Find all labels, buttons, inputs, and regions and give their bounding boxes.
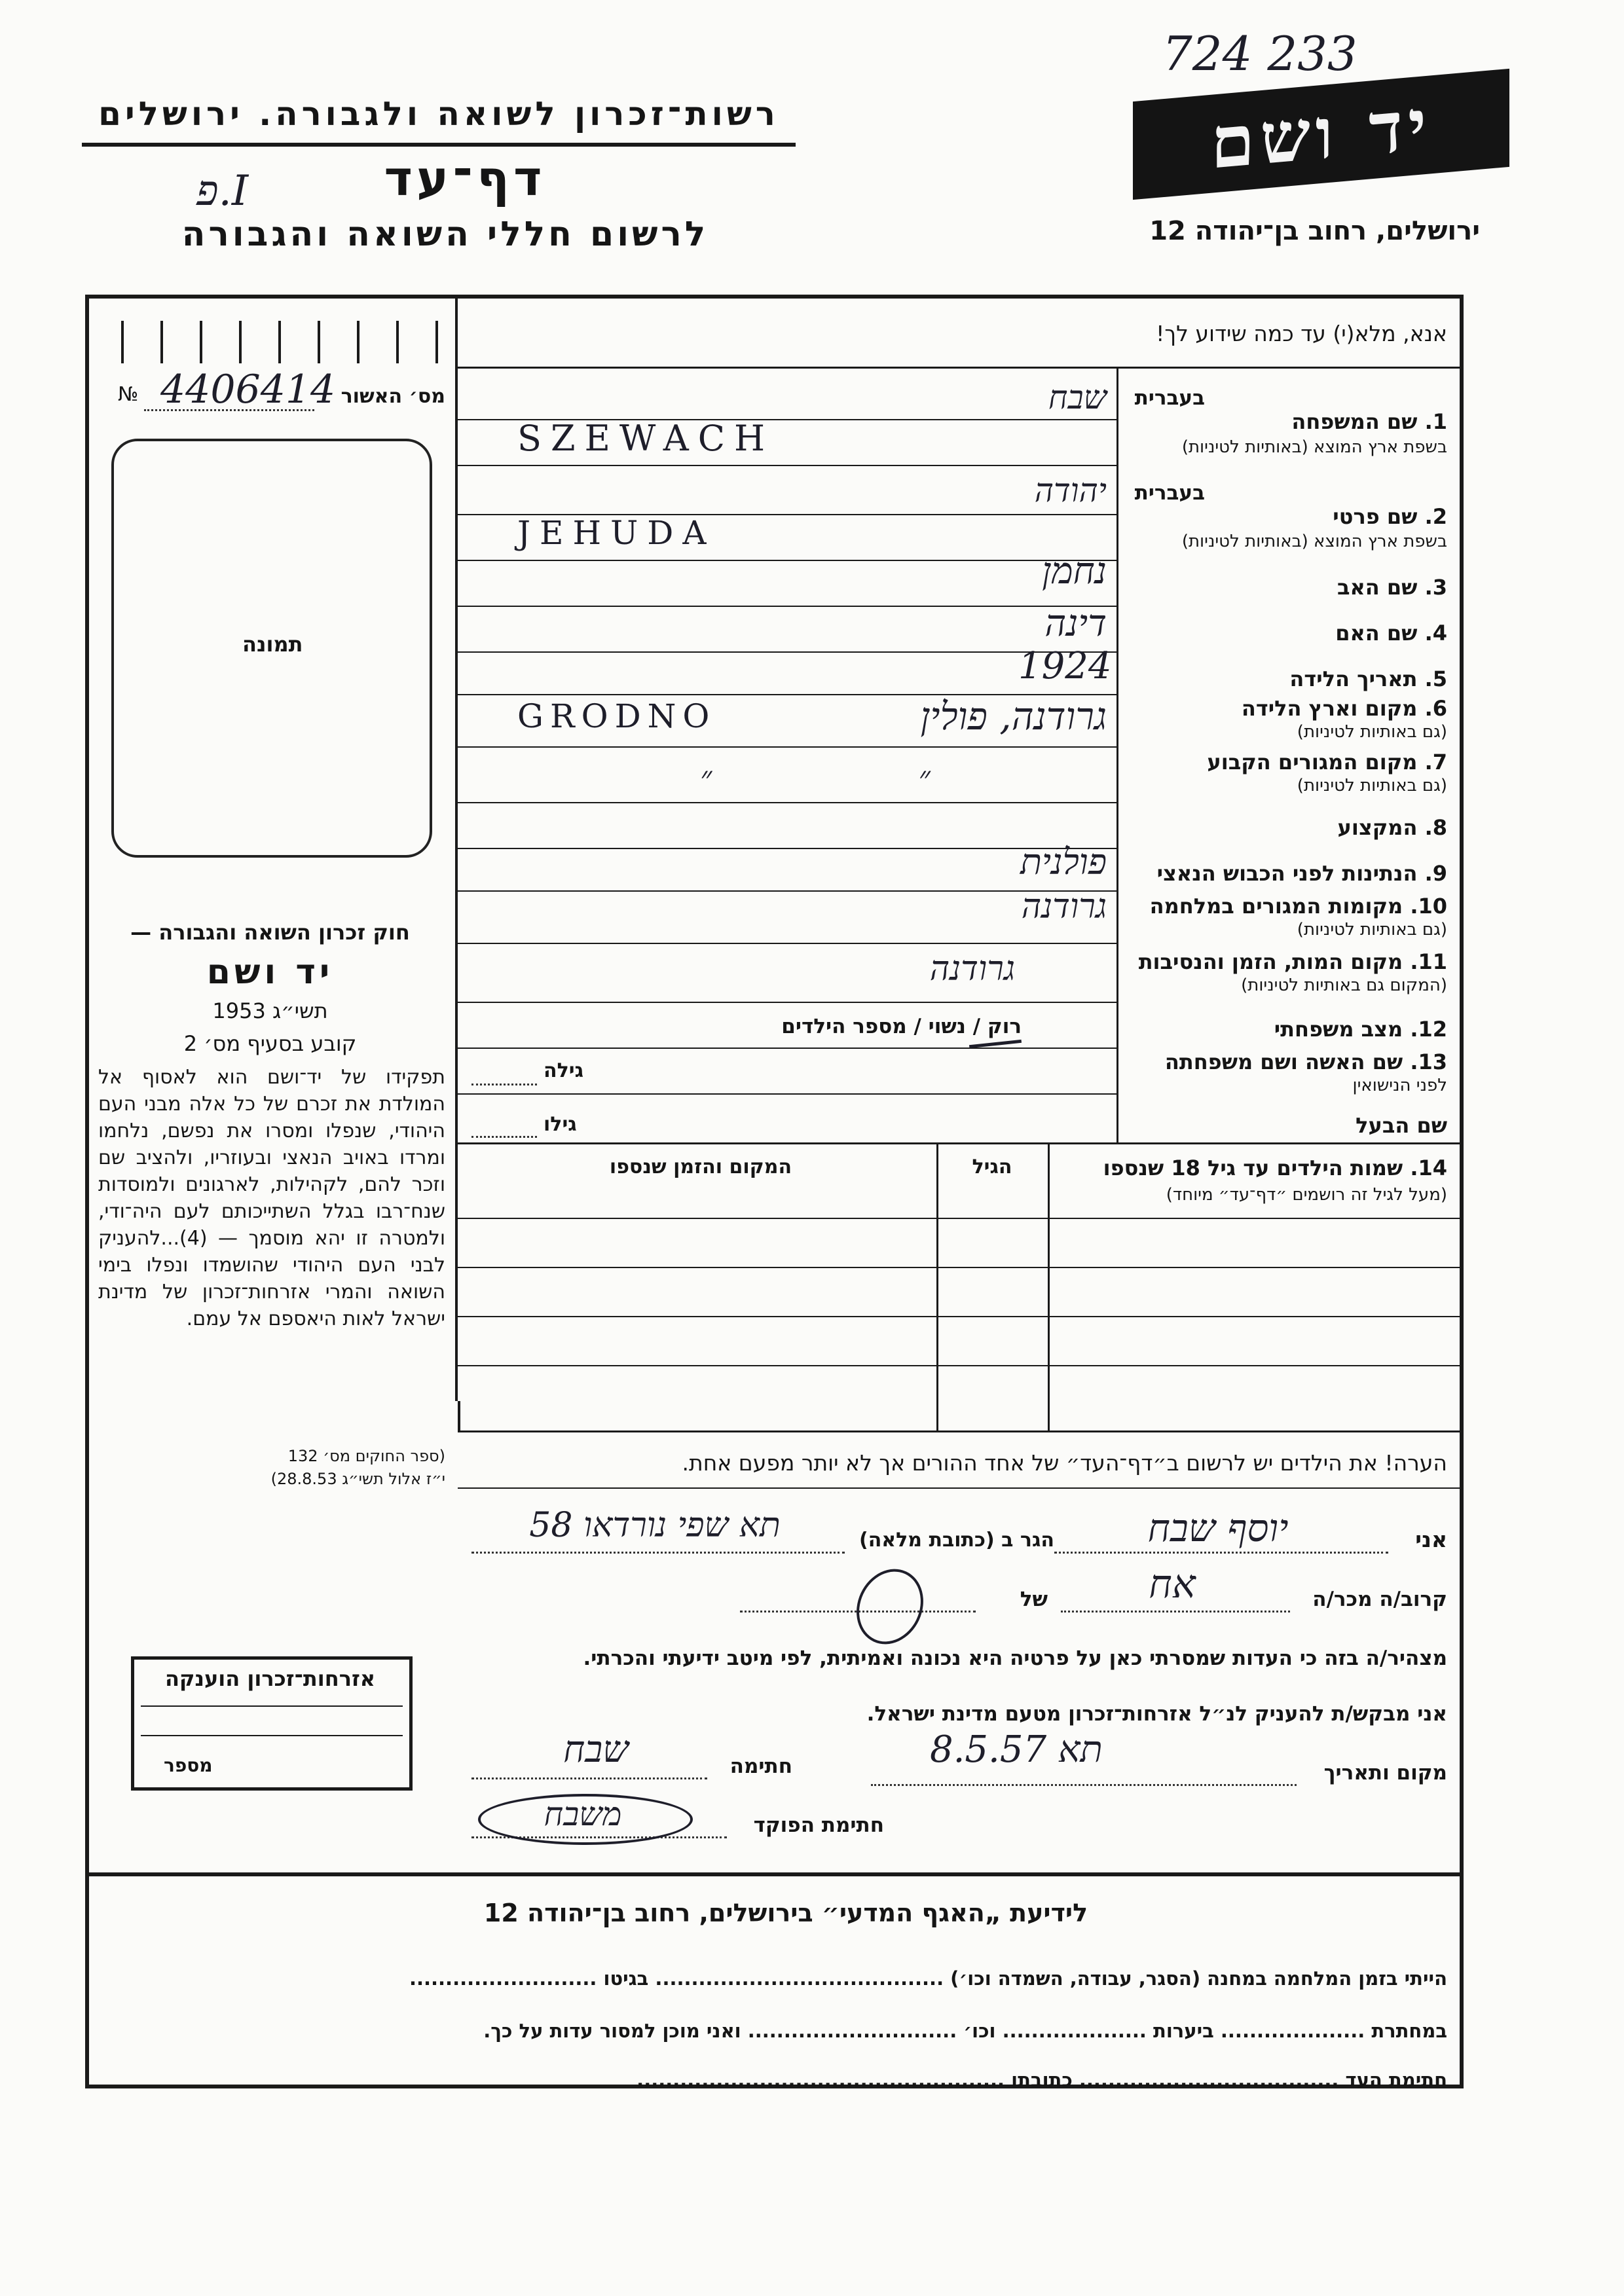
f2-sub: בשפת ארץ המוצא (באותיות לטיניות) bbox=[1181, 532, 1447, 551]
footer-separator bbox=[85, 1872, 1464, 1876]
relation: אח bbox=[1149, 1561, 1196, 1607]
address: ירושלים, רחוב בן־יהודה 12 bbox=[1149, 216, 1480, 246]
citizenship-box-number: מספר bbox=[164, 1755, 213, 1776]
law-ref-1: (ספר החוקים מס׳ 132 bbox=[287, 1447, 445, 1465]
f1-sub: בשפת ארץ המוצא (באותיות לטיניות) bbox=[1181, 437, 1447, 457]
children-bottom bbox=[458, 1401, 460, 1430]
signature: שבח bbox=[563, 1728, 629, 1771]
f1-lat-value: SZEWACH bbox=[517, 418, 775, 459]
name-line bbox=[1054, 1552, 1388, 1554]
statement: מצהיר/ה בזה כי העדות שמסרתי כאן על פרטיה היא נכונה ואמיתית, לפי מיטב ידיעתי והכרתי. bbox=[583, 1647, 1447, 1670]
i-label: אני bbox=[1415, 1527, 1447, 1552]
f12-options: רוק / נשוי / מספר הילדים bbox=[781, 1015, 1022, 1038]
f2-lat-value: JEHUDA bbox=[517, 514, 716, 552]
archive-number: 724 233 bbox=[1162, 26, 1357, 81]
f5-label: 5. תאריך הלידה bbox=[1289, 666, 1447, 691]
husband-age-line bbox=[471, 1136, 537, 1138]
photo-label: תמונה bbox=[242, 632, 303, 657]
note: הערה! את הילדים יש לרשום ב״דף־העד״ של אחד ההורים אך לא יותר מפעם אחת. bbox=[682, 1450, 1447, 1476]
law-year: תשי״ג 1953 bbox=[212, 998, 328, 1023]
hebrew-label-1: בעברית bbox=[1134, 386, 1205, 410]
children-rule bbox=[458, 1316, 1460, 1317]
f10-label: 10. מקומות המגורים במלחמה bbox=[1149, 894, 1447, 919]
law-ref-2: י״ז אלול תשי״ג 28.8.53) bbox=[270, 1470, 445, 1488]
mark bbox=[396, 321, 399, 363]
row-rule bbox=[458, 1142, 1460, 1144]
footer-line-1: הייתי בזמן המלחמה במחנה (הסגר, עבודה, השמדה וכו׳) ........................................ בגיטו .......................... bbox=[409, 1967, 1447, 1990]
f3-label: 3. שם האב bbox=[1337, 575, 1447, 600]
law-text: תפקידו של יד־ושם הוא לאסוף אל המולדת את זכרם של כל אלה מבני העם היהודי, שנפלו ומסרו את נפשם, נלחמו ומרדו באויב הנאצי ובעוזריו, ולהציב שם וזכר להם, לקהילות, לארגונים ולמוסדות שנח־רבו בגלל השתייכותם לעם היה־ודי, ולמטרה זו יהא מוסמך — (4)...להעניק לבני העם היהודי שהושמדו ונפלו בימי השואה והמרי אזרחות־זכרון של מדינת ישראל לאות היאספם אל עמם. bbox=[98, 1066, 445, 1330]
children-rule bbox=[458, 1267, 1460, 1268]
f10-sub: (גם באותיות לטיניות) bbox=[1297, 920, 1447, 939]
f8-label: 8. המקצוע bbox=[1337, 815, 1447, 840]
f11-label: 11. מקום המות, הזמן והנסיבות bbox=[1138, 949, 1447, 974]
form-subtitle: לרשום חללי השואה והגבורה bbox=[181, 215, 709, 254]
f5-value: 1924 bbox=[1018, 645, 1112, 687]
yad-vashem-logo bbox=[1133, 69, 1509, 200]
declarant-address: תא שפי נורדאו 58 bbox=[529, 1506, 781, 1545]
f4-label: 4. שם האם bbox=[1335, 621, 1447, 646]
f1-label: 1. שם המשפחה bbox=[1291, 409, 1447, 434]
approval-line bbox=[144, 409, 314, 411]
col-age: הגיל bbox=[972, 1156, 1012, 1178]
mark bbox=[160, 321, 163, 363]
footer-line-2: במחתרת .................... ביערות .................... וכו׳ ............................. ואני מוכן למסור עדות על כך. bbox=[483, 2020, 1447, 2042]
hebrew-label-2: בעברית bbox=[1134, 481, 1205, 505]
header-underline bbox=[82, 143, 796, 147]
wife-age-label: גילה bbox=[544, 1059, 583, 1082]
mark bbox=[278, 321, 281, 363]
f13-sub: לפני הנישואין bbox=[1352, 1076, 1447, 1095]
approval-no-sign: № bbox=[118, 383, 139, 406]
intro-text: אנא, מלא(י) עד כמה שידוע לך! bbox=[1156, 321, 1447, 346]
children-rule bbox=[458, 1365, 1460, 1366]
f1-heb-value: שבח bbox=[1048, 378, 1107, 416]
declarant-name: יוסף שבח bbox=[1147, 1506, 1289, 1550]
f12-label: 12. מצב משפחתי bbox=[1274, 1017, 1447, 1042]
approval-number: 4406414 bbox=[160, 367, 336, 412]
law-name: יד ושם bbox=[206, 953, 334, 992]
row-rule bbox=[458, 943, 1116, 944]
f9-value: פולנית bbox=[1020, 841, 1107, 883]
f7-value: ״ ״ bbox=[700, 759, 931, 796]
f6-lat-value: GRODNO bbox=[517, 697, 716, 735]
form-title: דף־עד bbox=[384, 151, 546, 207]
label-divider bbox=[1116, 367, 1118, 1142]
address-line bbox=[471, 1552, 845, 1554]
mark bbox=[121, 321, 124, 363]
children-rule bbox=[458, 1430, 1460, 1432]
children-rule bbox=[458, 1218, 1460, 1219]
mark bbox=[435, 321, 438, 363]
residing-label: הגר ב (כתובת מלאה) bbox=[858, 1529, 1054, 1552]
row-rule bbox=[458, 1048, 1116, 1049]
law-title: חוק זכרון השואה והגבורה — bbox=[130, 920, 410, 945]
children-col-divider-2 bbox=[936, 1142, 938, 1430]
f6-heb-value: גרודנה, פולין bbox=[920, 694, 1107, 738]
husband-label: שם הבעל bbox=[1356, 1113, 1447, 1138]
f6-label: 6. מקום וארץ הלידה bbox=[1241, 696, 1447, 721]
f2-heb-value: יהודה bbox=[1034, 471, 1107, 509]
place-date-label: מקום ותאריך bbox=[1323, 1761, 1447, 1785]
cit-line-2 bbox=[141, 1735, 403, 1736]
f13-label: 13. שם האשה ושם משפחתה bbox=[1164, 1049, 1447, 1074]
signature-label: חתימה bbox=[729, 1755, 792, 1778]
relation-line bbox=[1061, 1611, 1290, 1613]
f6-sub: (גם באותיות לטיניות) bbox=[1297, 722, 1447, 742]
row-rule bbox=[458, 746, 1116, 748]
law-clause: קובע בסעיף מס׳ 2 bbox=[183, 1031, 357, 1056]
citizenship-box-title: אזרחות־זכרון הוענקה bbox=[164, 1666, 376, 1691]
f7-sub: (גם באותיות לטיניות) bbox=[1297, 776, 1447, 795]
logo-text: יד ושם bbox=[1210, 83, 1432, 185]
place-date-line bbox=[871, 1784, 1297, 1786]
f7-label: 7. מקום המגורים הקבוע bbox=[1207, 750, 1447, 774]
intro-rule bbox=[458, 367, 1460, 369]
f10-value: גרודנה bbox=[1021, 887, 1107, 926]
cit-line-1 bbox=[141, 1705, 403, 1707]
approval-label: מס׳ האשור bbox=[341, 385, 445, 408]
f11-value: גרודנה bbox=[929, 949, 1015, 989]
mark bbox=[200, 321, 202, 363]
row-rule bbox=[458, 802, 1116, 803]
authority-name: רשות־זכרון לשואה ולגבורה. ירושלים bbox=[98, 95, 779, 133]
row-rule bbox=[458, 1093, 1116, 1095]
officer-signature: משבח bbox=[544, 1795, 622, 1833]
request: אני מבקש/ת להעניק לנ״ל אזרחות־זכרון מטעם מדינת ישראל. bbox=[866, 1702, 1447, 1726]
f3-value: נחמן bbox=[1042, 550, 1107, 592]
row-rule bbox=[458, 1002, 1116, 1003]
footer-title: לידיעת „האגף המדעי״ בירושלים, רחוב בן־יהודה 12 bbox=[483, 1899, 1088, 1927]
place-date: 8.5.57 תא bbox=[930, 1728, 1103, 1771]
mark bbox=[239, 321, 242, 363]
f9-label: 9. הנתינות לפני הכבוש הנאצי bbox=[1156, 861, 1447, 886]
f11-sub: (המקום גם באותיות לטיניות) bbox=[1241, 975, 1447, 995]
f14-label: 14. שמות הילדים עד גיל 18 שנספו bbox=[1103, 1156, 1447, 1180]
signature-line bbox=[471, 1777, 707, 1779]
f14-sub: (מעל לגיל זה רושמים ״דף־עד״ מיוחד) bbox=[1166, 1185, 1447, 1205]
row-rule bbox=[458, 465, 1116, 466]
relative-label: קרוב/ה מכר/ה bbox=[1312, 1588, 1447, 1611]
footer-line-3: חתימת העד .................................... כתובתו ................................................... bbox=[637, 2069, 1447, 2091]
col-place-time: המקום והזמן שנספו bbox=[609, 1156, 792, 1178]
f4-value: דינה bbox=[1044, 602, 1107, 645]
mark bbox=[357, 321, 360, 363]
wife-age-line bbox=[471, 1084, 537, 1085]
note-rule bbox=[458, 1487, 1460, 1489]
children-col-divider-1 bbox=[1048, 1142, 1050, 1430]
form-code: פ.I bbox=[196, 167, 249, 215]
officer-signature-label: חתימת הפוקד bbox=[753, 1813, 884, 1837]
of-label: של bbox=[1020, 1588, 1048, 1611]
mark bbox=[318, 321, 320, 363]
f2-label: 2. שם פרטי bbox=[1333, 504, 1447, 529]
husband-age-label: גילו bbox=[544, 1113, 577, 1136]
